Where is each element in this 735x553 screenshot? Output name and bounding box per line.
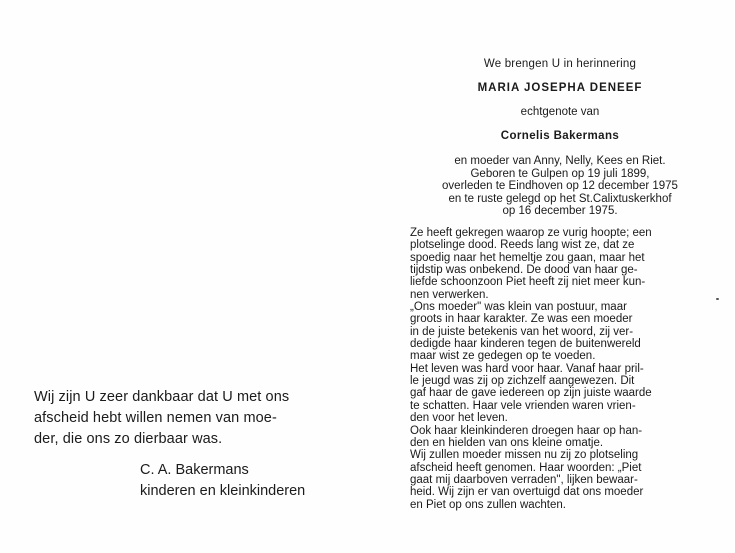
text-line: en Piet op ons zullen wachten. <box>410 498 566 511</box>
thanks-line: afscheid hebt willen nemen van moe- <box>34 410 277 426</box>
thanks-panel <box>34 387 334 502</box>
signature-line: kinderen en kleinkinderen <box>140 483 306 499</box>
text-line: „Ons moeder" was klein van postuur, maar <box>410 301 627 314</box>
text-line: gaat mij daarboven verraden", lijken bewaar- <box>410 473 638 486</box>
spouse-intro: echtgenote van <box>520 106 600 118</box>
thanks-message <box>34 387 334 450</box>
text-line: den voor het leven. <box>410 412 508 425</box>
text-line: Het leven was hard voor haar. Vanaf haar pril- <box>410 362 644 375</box>
text-line: Wij zullen moeder missen nu zij zo plotseling <box>410 449 639 462</box>
text-line: nen verwerken. <box>410 288 489 301</box>
text-line: liefde schoonzoon Piet heeft zij niet meer kun- <box>410 276 646 289</box>
intro-text: We brengen U in herinnering <box>483 58 637 70</box>
memorial-header <box>410 57 710 143</box>
memorial-panel <box>410 57 710 511</box>
biography <box>410 155 710 218</box>
bio-line: en te ruste gelegd op het St.Calixtuskerkhof <box>448 192 672 205</box>
thanks-line: der, die ons zo dierbaar was. <box>34 431 223 447</box>
text-line: plotselinge dood. Reeds lang wist ze, dat ze <box>410 239 635 252</box>
deceased-name: MARIA JOSEPHA DENEEF <box>477 82 643 94</box>
text-line: Ze heeft gekregen waarop ze vurig hoopte; een <box>410 227 652 239</box>
text-line: in de juiste betekenis van het woord, zij ver- <box>410 325 634 338</box>
spouse-name: Cornelis Bakermans <box>500 130 620 142</box>
text-line: le jeugd was zij op zichzelf aangewezen. Dit <box>410 375 635 388</box>
text-line: dedigde haar kinderen tegen de buitenwereld <box>410 338 641 351</box>
bio-line: op 16 december 1975. <box>502 205 618 217</box>
text-line: te schatten. Haar vele vrienden waren vrien- <box>410 399 636 412</box>
text-line: afscheid heeft genomen. Haar woorden: „Piet <box>410 461 642 474</box>
text-line: spoedig naar het hemeltje zou gaan, maar het <box>410 251 645 264</box>
bio-line: Geboren te Gulpen op 19 juli 1899, <box>470 167 650 180</box>
text-line: heid. Wij zijn er van overtuigd dat ons moeder <box>410 486 644 499</box>
thanks-line: Wij zijn U zeer dankbaar dat U met ons <box>34 389 290 405</box>
memorial-text <box>410 227 692 511</box>
signature <box>140 460 334 502</box>
text-line: groots in haar karakter. Ze was een moeder <box>410 313 633 326</box>
print-speck <box>716 298 719 300</box>
text-line: den en hielden van ons kleine omatje. <box>410 436 604 449</box>
text-line: Ook haar kleinkinderen droegen haar op han- <box>410 424 643 437</box>
signature-line: C. A. Bakermans <box>140 462 249 478</box>
text-line: gaf haar de gave iedereen op zijn juiste waarde <box>410 387 652 400</box>
bio-line: overleden te Eindhoven op 12 december 1975 <box>442 180 678 192</box>
bio-line: en moeder van Anny, Nelly, Kees en Riet. <box>454 155 666 167</box>
text-line: tijdstip was onbekend. De dood van haar ge- <box>410 264 638 277</box>
text-line: maar wist ze gedegen op te voeden. <box>410 350 596 363</box>
